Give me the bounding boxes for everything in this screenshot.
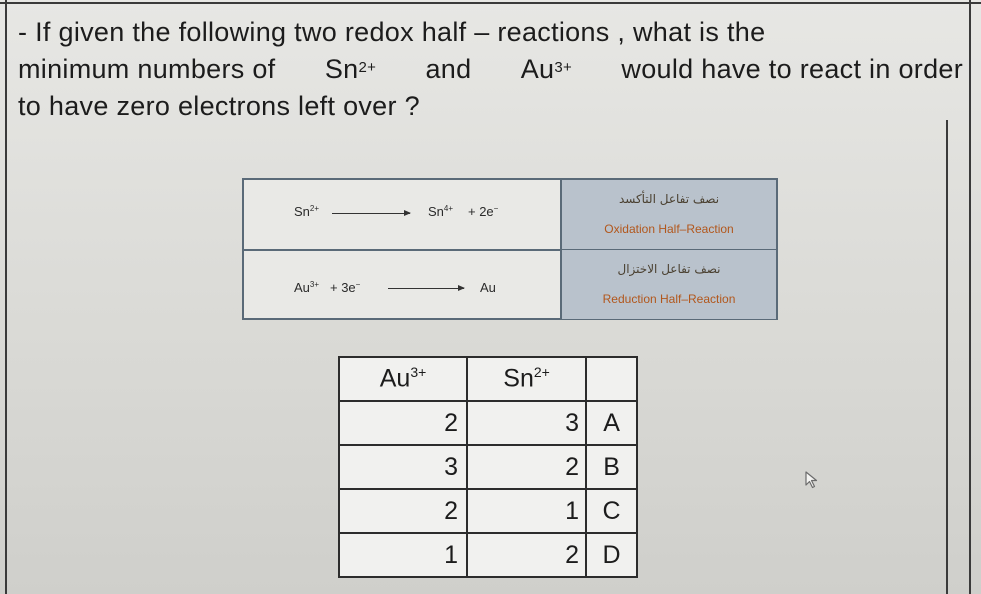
answer-row-d[interactable] (339, 533, 637, 577)
answer-row-a[interactable] (339, 401, 637, 445)
oxidation-row (244, 180, 776, 251)
reduction-row (244, 250, 776, 319)
answer-row-b[interactable] (339, 445, 637, 489)
answer-choices-table (338, 356, 638, 578)
page-edge-line (946, 120, 948, 594)
reduction-reactant: $Au^{3+}$ (294, 280, 320, 295)
question-text (18, 14, 963, 125)
choice-a-tin: 3 (467, 401, 586, 445)
reduction-label-cell (562, 250, 776, 319)
answer-header-row (339, 357, 637, 401)
choice-d-tin: 2 (467, 533, 586, 577)
header-tin: $Sn^{2+}$ (467, 357, 586, 401)
choice-a-letter[interactable]: A (586, 401, 637, 445)
page-edge-line (969, 0, 971, 594)
reduction-electrons: + 3e− (330, 280, 361, 295)
oxidation-arrow (332, 213, 410, 214)
tin-ion-label: $Sn^{2+}$ (324, 54, 377, 84)
choice-a-gold: 2 (339, 401, 467, 445)
question-line-3-text: to have zero electrons left over ? (18, 91, 420, 121)
reduction-equation (244, 250, 562, 319)
choice-c-letter[interactable]: C (586, 489, 637, 533)
oxidation-label-english: Oxidation Half–Reaction (604, 222, 734, 236)
page-edge-line (0, 2, 981, 4)
reduction-label-english: Reduction Half–Reaction (602, 292, 736, 306)
question-line-2-start: minimum numbers of (18, 54, 276, 84)
choice-c-tin: 1 (467, 489, 586, 533)
answer-row-c[interactable] (339, 489, 637, 533)
gold-ion-label: $Au^{3+}$ (520, 54, 573, 84)
choice-c-gold: 2 (339, 489, 467, 533)
oxidation-label-arabic: نصف تفاعل التأكسد (618, 192, 720, 206)
question-line-1-text: - If given the following two redox half – reactions , what is the (18, 17, 766, 47)
reduction-product: Au (480, 280, 496, 295)
header-letter (586, 357, 637, 401)
question-line-2 (18, 51, 963, 88)
oxidation-reactant: $Sn^{2+}$ (294, 204, 320, 219)
oxidation-product: $Sn^{4+}$ (428, 204, 454, 219)
oxidation-label-cell (562, 180, 776, 249)
half-reactions-table (242, 178, 778, 320)
oxidation-equation (244, 180, 562, 249)
oxidation-electrons: + 2e− (468, 204, 499, 219)
question-line-1 (18, 14, 963, 51)
mouse-pointer-icon (804, 470, 820, 490)
reduction-arrow (388, 288, 464, 289)
question-and-word: and (425, 54, 472, 84)
header-gold: $Au^{3+}$ (339, 357, 467, 401)
question-line-2-end: would have to react in order (621, 54, 963, 84)
question-line-3 (18, 88, 963, 125)
choice-b-letter[interactable]: B (586, 445, 637, 489)
reduction-label-arabic: نصف تفاعل الاختزال (617, 262, 721, 276)
choice-d-letter[interactable]: D (586, 533, 637, 577)
choice-d-gold: 1 (339, 533, 467, 577)
choice-b-tin: 2 (467, 445, 586, 489)
page-edge-line (5, 0, 7, 594)
choice-b-gold: 3 (339, 445, 467, 489)
